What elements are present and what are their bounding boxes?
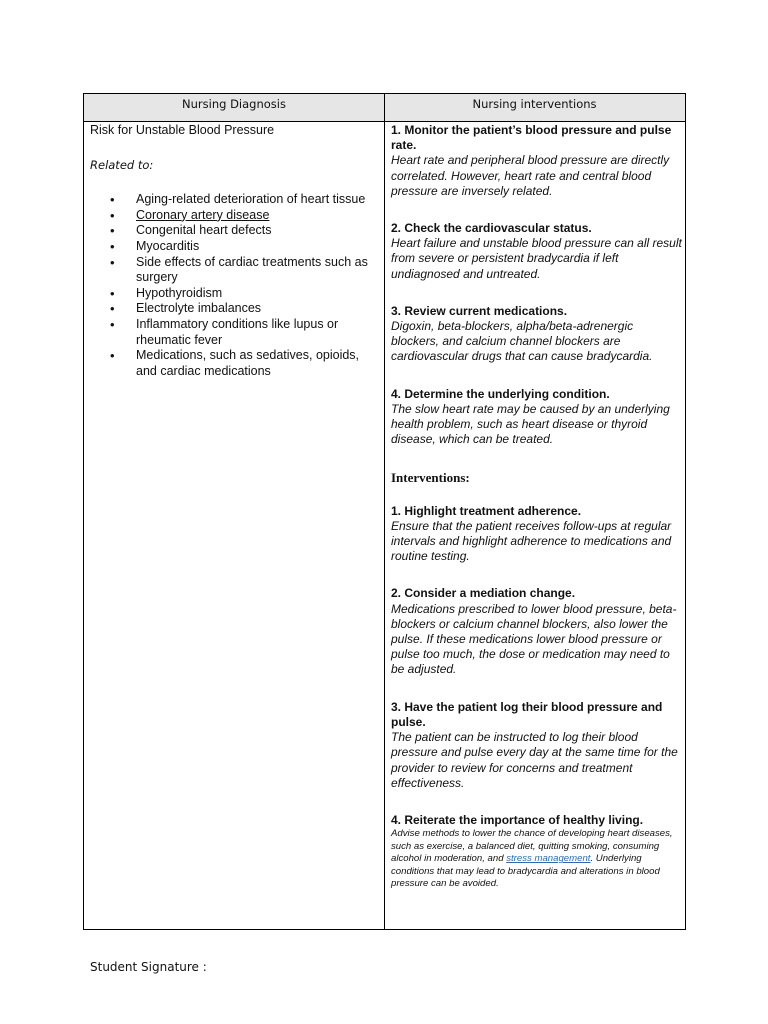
interventions-column [391, 123, 683, 891]
list-item: • Myocarditis [90, 239, 380, 255]
assessment-item [391, 221, 683, 282]
item-title: 3. Review current medications. [391, 303, 568, 318]
item-title: 2. Consider a mediation change. [391, 586, 576, 601]
list-item: • Electrolyte imbalances [90, 301, 380, 317]
header-nursing-diagnosis: Nursing Diagnosis [84, 94, 384, 122]
item-description: Medications prescribed to lower blood pressure, beta-blockers or calcium channel blockers, also lower the pulse. If these medications lower blood pressure or pulse too much, the dose or medication may need to be adjusted. [391, 601, 677, 677]
list-item: • Aging-related deterioration of heart tissue [90, 192, 380, 208]
intervention-item [391, 586, 683, 677]
care-plan-table [83, 93, 686, 930]
assessment-item [391, 387, 683, 448]
interventions-heading: Interventions: [391, 470, 470, 486]
assessment-item [391, 123, 683, 199]
student-signature-label: Student Signature : [90, 960, 207, 974]
item-description: Heart rate and peripheral blood pressure are directly correlated. However, heart rate and central blood pressure are inversely related. [391, 153, 670, 198]
list-item: • Medications, such as sedatives, opioids, and cardiac medications [90, 348, 380, 379]
intervention-item [391, 700, 683, 791]
item-description: The patient can be instructed to log their blood pressure and pulse every day at the same time for the provider to review for concerns and treatment effectiveness. [391, 730, 678, 790]
intervention-item [391, 813, 683, 891]
stress-management-link[interactable]: stress management [506, 853, 591, 865]
item-description: Heart failure and unstable blood pressure can all result from severe or persistent bradycardia if left undiagnosed and untreated. [391, 236, 682, 281]
column-divider [384, 94, 385, 929]
list-item: • Hypothyroidism [90, 286, 380, 302]
related-to-label: Related to: [90, 157, 154, 172]
related-factors-list [90, 192, 380, 379]
item-description: Digoxin, beta-blockers, alpha/beta-adrenergic blockers, and calcium channel blockers are cardiovascular drugs that can cause bradycardia. [391, 319, 653, 364]
diagnosis-column [90, 123, 380, 379]
item-description: The slow heart rate may be caused by an underlying health problem, such as heart disease or thyroid disease, which can be treated. [391, 401, 670, 447]
list-item: • Inflammatory conditions like lupus or rheumatic fever [90, 317, 380, 348]
item-title: 4. Reiterate the importance of healthy living. [391, 812, 644, 827]
item-title: 2. Check the cardiovascular status. [391, 221, 592, 236]
list-item: • Side effects of cardiac treatments such as surgery [90, 255, 380, 286]
intervention-item [391, 504, 683, 565]
item-title: 1. Monitor the patient’s blood pressure and pulse rate. [391, 123, 672, 153]
item-title: 3. Have the patient log their blood pressure and pulse. [391, 699, 663, 729]
assessment-item [391, 304, 683, 365]
list-item: • Coronary artery disease [90, 208, 380, 224]
item-description: Ensure that the patient receives follow-ups at regular intervals and highlight adherence to medications and routine testing. [391, 518, 672, 564]
item-title: 4. Determine the underlying condition. [391, 386, 610, 401]
item-title: 1. Highlight treatment adherence. [391, 503, 582, 518]
diagnosis-title: Risk for Unstable Blood Pressure [90, 123, 275, 137]
list-item: • Congenital heart defects [90, 223, 380, 239]
header-nursing-interventions: Nursing interventions [384, 94, 685, 122]
item-description: Advise methods to lower the chance of developing heart diseases, such as exercise, a balanced diet, quitting smoking, consuming alcohol in moderation, and stress management. Underlying conditions that may lead to bradycardia and alterations in blood pressure can be avoided. [391, 828, 673, 890]
